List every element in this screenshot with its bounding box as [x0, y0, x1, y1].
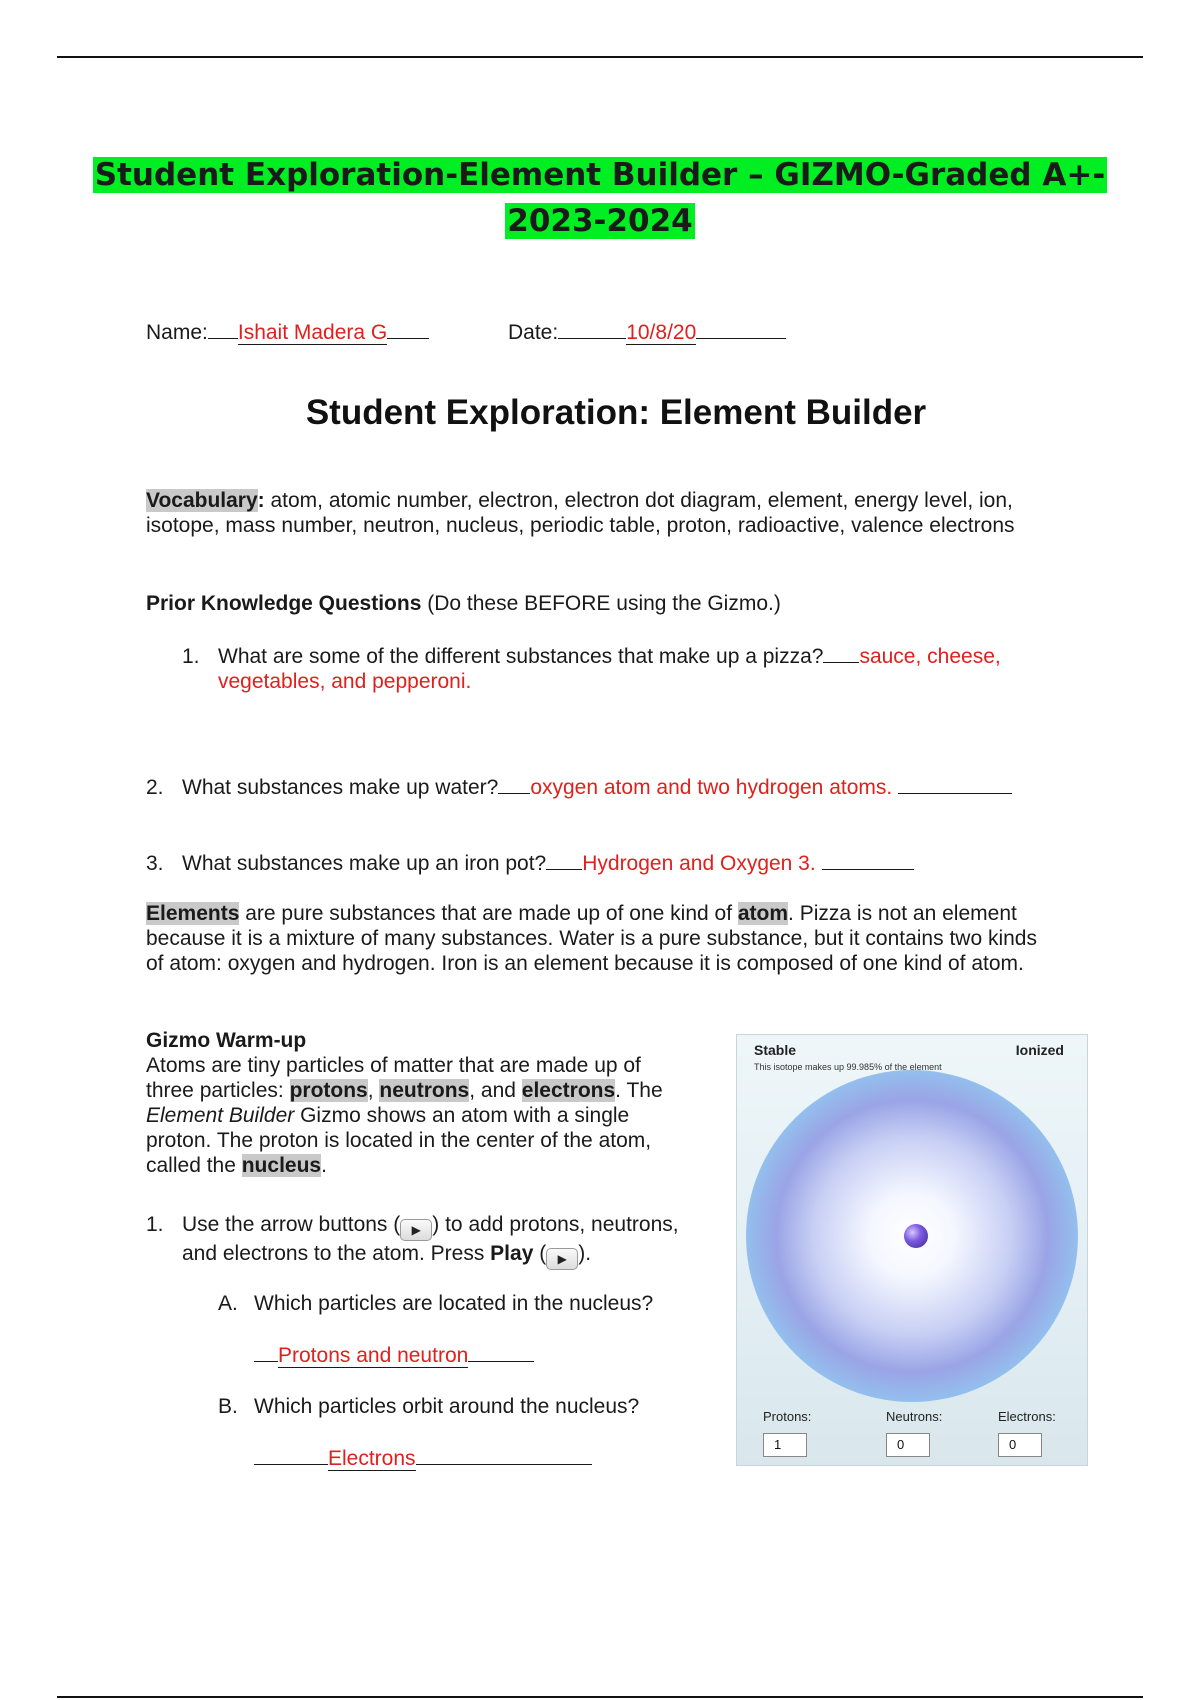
vocabulary [146, 488, 1086, 538]
arrow-button-icon: ▶ [400, 1219, 432, 1241]
question-2 [146, 773, 1012, 800]
sub-question-b-answer-line [254, 1444, 592, 1471]
prior-knowledge-note: (Do these BEFORE using the Gizmo.) [421, 592, 781, 615]
question-3-text: What substances make up an iron pot? [182, 852, 547, 875]
warmup-line-5b: . [321, 1154, 327, 1177]
elements-line-3: of atom: oxygen and hydrogen. Iron is an element because it is composed of one kind of atom. [146, 952, 1024, 975]
electrons-term: electrons [521, 1079, 616, 1102]
name-label: Name: [146, 321, 208, 344]
question-3 [146, 849, 914, 876]
question-1-answer-line-2: vegetables, and pepperoni. [218, 670, 472, 693]
date-field [508, 318, 786, 345]
warmup-question-line-2b: ( [533, 1242, 547, 1265]
warmup-line-1: Atoms are tiny particles of matter that are made up of [146, 1054, 641, 1077]
play-button-icon: ▶ [546, 1248, 578, 1270]
banner-line-2: 2023-2024 [507, 203, 693, 239]
protons-term: protons [289, 1079, 368, 1102]
warmup-question-line-1a: Use the arrow buttons ( [182, 1213, 401, 1236]
warmup-and: , and [469, 1079, 522, 1102]
atom-term: atom [737, 902, 789, 925]
top-rule [57, 56, 1143, 58]
page-title: Student Exploration: Element Builder [305, 393, 927, 432]
name-date-line [146, 318, 429, 345]
banner-line-1: Student Exploration-Element Builder – GIZMO-Graded A+- [94, 157, 1106, 193]
question-2-answer: oxygen atom and two hydrogen atoms. [530, 776, 893, 799]
vocabulary-line-1: atom, atomic number, electron, electron dot diagram, element, energy level, ion, [264, 489, 1013, 512]
sub-question-b-answer: Electrons [328, 1447, 416, 1470]
name-value: Ishait Madera G [237, 321, 388, 344]
neutrons-field[interactable]: 0 [886, 1433, 930, 1457]
sub-question-a-text: Which particles are located in the nucleus? [254, 1292, 654, 1315]
bottom-rule [57, 1696, 1143, 1698]
question-3-answer: Hydrogen and Oxygen 3. [582, 852, 816, 875]
warmup-question-1 [146, 1212, 736, 1270]
warmup-line-2b: . The [615, 1079, 663, 1102]
element-builder-title: Element Builder [146, 1104, 295, 1127]
elements-text-2: . Pizza is not an element [788, 902, 1017, 925]
elements-line-2: because it is a mixture of many substances. Water is a pure substance, but it contains two kinds [146, 927, 1037, 950]
sub-question-b [218, 1394, 639, 1419]
sub-question-b-text: Which particles orbit around the nucleus? [254, 1395, 640, 1418]
atom-diagram [746, 1070, 1078, 1402]
nucleus-term: nucleus [241, 1154, 322, 1177]
warmup-line-2a: three particles: [146, 1079, 290, 1102]
question-1-answer-line-1: sauce, cheese, [859, 645, 1001, 668]
vocabulary-colon: : [257, 489, 265, 512]
warmup-question-number: 1. [146, 1213, 164, 1236]
proton-particle [904, 1224, 928, 1248]
neutrons-label: Neutrons: [886, 1409, 943, 1424]
question-1 [182, 642, 1082, 694]
sub-question-a-answer-line [254, 1341, 534, 1368]
question-2-number: 2. [146, 776, 164, 799]
document-banner [0, 152, 1200, 244]
stable-label: Stable [754, 1042, 797, 1058]
elements-paragraph [146, 901, 1106, 976]
warmup-comma: , [367, 1079, 380, 1102]
electrons-field[interactable]: 0 [998, 1433, 1042, 1457]
prior-knowledge-title: Prior Knowledge Questions [146, 592, 422, 615]
question-1-number: 1. [182, 645, 200, 668]
vocabulary-line-2: isotope, mass number, neutron, nucleus, periodic table, proton, radioactive, valence electrons [146, 514, 1015, 537]
date-label: Date: [508, 321, 559, 344]
warmup-line-4: proton. The proton is located in the center of the atom, [146, 1129, 652, 1152]
play-term: Play [490, 1242, 534, 1265]
protons-field[interactable]: 1 [763, 1433, 807, 1457]
sub-question-a-answer: Protons and neutron [278, 1344, 469, 1367]
protons-label: Protons: [763, 1409, 812, 1424]
prior-knowledge-heading [146, 591, 781, 616]
warmup-line-3: Gizmo shows an atom with a single [294, 1104, 630, 1127]
sub-question-a [218, 1291, 653, 1316]
elements-term: Elements [146, 902, 240, 925]
warmup-text [146, 1028, 726, 1178]
warmup-heading: Gizmo Warm-up [146, 1029, 307, 1052]
sub-question-a-label: A. [218, 1292, 238, 1315]
gizmo-element-builder-panel [736, 1034, 1088, 1466]
sub-question-b-label: B. [218, 1395, 238, 1418]
question-1-text: What are some of the different substances that make up a pizza? [218, 645, 824, 668]
ionized-label: Ionized [1015, 1042, 1064, 1058]
isotope-note: This isotope makes up 99.985% of the element [754, 1062, 942, 1072]
warmup-question-line-1b: ) to add protons, neutrons, [432, 1213, 679, 1236]
elements-text-1: are pure substances that are made up of one kind of [239, 902, 738, 925]
warmup-question-line-2c: ). [578, 1242, 592, 1265]
warmup-question-line-2a: and electrons to the atom. Press [182, 1242, 491, 1265]
question-2-text: What substances make up water? [182, 776, 499, 799]
date-value: 10/8/20 [626, 321, 697, 344]
vocabulary-label: Vocabulary [146, 489, 258, 512]
neutrons-term: neutrons [379, 1079, 470, 1102]
warmup-line-5a: called the [146, 1154, 242, 1177]
question-3-number: 3. [146, 852, 164, 875]
electrons-label: Electrons: [998, 1409, 1056, 1424]
